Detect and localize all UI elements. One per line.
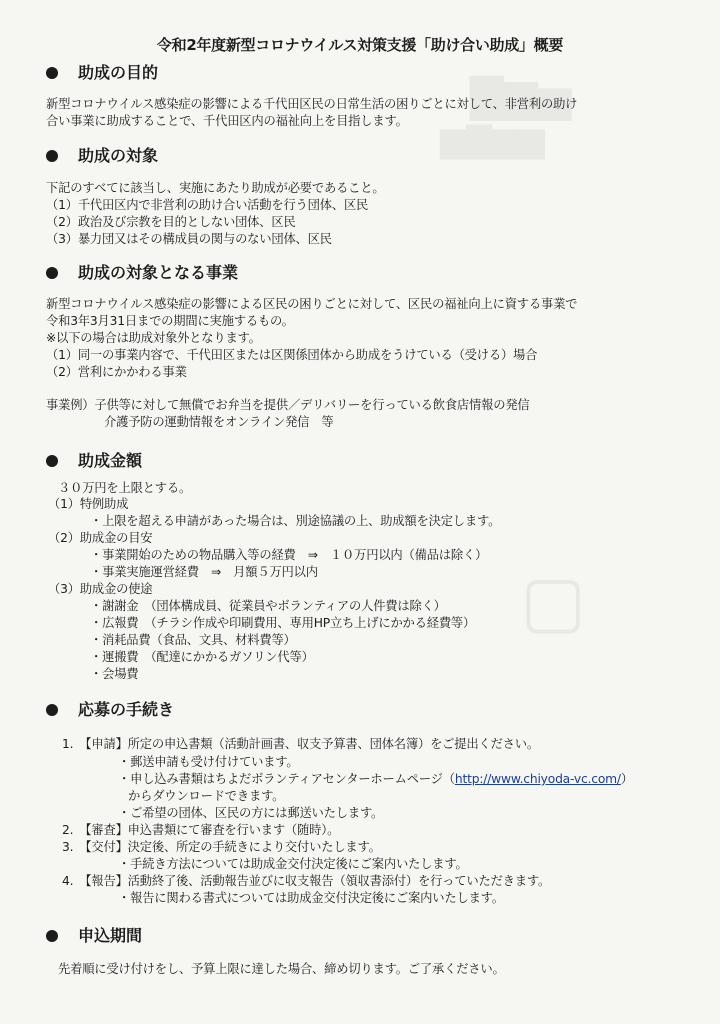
target-line: （2）政治及び宗教を目的としない団体、区民 — [46, 215, 296, 229]
projects-line: 新型コロナウイルス感染症の影響による区民の困りごとに対して、区民の福祉向上に資する事業で — [46, 297, 578, 311]
bullet-icon — [46, 704, 58, 716]
section-heading-text: 助成金額 — [78, 451, 143, 470]
amount-line: ・事業実施運営経費 ⇒ 月額５万円以内 — [90, 565, 318, 579]
projects-line: ※以下の場合は助成対象外となります。 — [46, 331, 261, 345]
section-heading-text: 助成の対象 — [78, 146, 159, 165]
section-heading-target — [46, 146, 158, 166]
projects-line: 令和3年3月31日までの期間に実施するもの。 — [46, 314, 294, 328]
section-heading-procedure — [46, 700, 174, 720]
procedure-line: 4. 【報告】活動終了後、活動報告並びに収支報告（領収書添付）を行っていただきます。 — [62, 874, 551, 888]
target-line: 下記のすべてに該当し、実施にあたり助成が必要であること。 — [46, 181, 385, 195]
period-line: 先着順に受け付けをし、予算上限に達した場合、締め切ります。ご了承ください。 — [58, 962, 505, 976]
bullet-icon — [46, 150, 58, 162]
procedure-text: ） — [620, 772, 633, 786]
projects-line: （1）同一の事業内容で、千代田区または区関係団体から助成をうけている（受ける）場合 — [46, 348, 538, 362]
show-through-mark: ▇▆▅ — [470, 70, 572, 121]
procedure-line: ・ご希望の団体、区民の方には郵送いたします。 — [118, 806, 384, 820]
amount-line: ・会場費 — [90, 667, 139, 681]
example-line: 事業例）子供等に対して無償でお弁当を提供／デリバリーを行っている飲食店情報の発信 — [46, 398, 530, 412]
target-line: （3）暴力団又はその構成員の関与のない団体、区民 — [46, 232, 332, 246]
amount-line: （1）特例助成 — [48, 497, 129, 511]
bullet-icon — [46, 67, 58, 79]
procedure-line: 3. 【交付】決定後、所定の手続きにより交付いたします。 — [62, 840, 381, 854]
section-heading-text: 応募の手続き — [78, 700, 175, 719]
section-heading-amount — [46, 451, 142, 471]
procedure-line: ・郵送申請も受け付けています。 — [118, 755, 299, 769]
procedure-text: ・申し込み書類はちよだボランティアセンターホームページ（ — [118, 772, 455, 786]
procedure-line: ・手続き方法については助成金交付決定後にご案内いたします。 — [118, 857, 468, 871]
amount-line: （3）助成金の使途 — [48, 582, 153, 596]
section-heading-period — [46, 926, 142, 946]
amount-line: ・事業開始のための物品購入等の経費 ⇒ １０万円以内（備品は除く） — [90, 548, 488, 562]
section-heading-text: 助成の目的 — [78, 63, 159, 82]
amount-line: ・上限を超える申請があった場合は、別途協議の上、助成額を決定します。 — [90, 514, 501, 528]
bullet-icon — [46, 930, 58, 942]
procedure-line: からダウンロードできます。 — [128, 789, 285, 803]
target-line: （1）千代田区内で非営利の助け合い活動を行う団体、区民 — [46, 198, 369, 212]
section-heading-text: 申込期間 — [78, 926, 143, 945]
section-heading-purpose — [46, 63, 158, 83]
procedure-line: 2. 【審査】申込書類にて審査を行います（随時）。 — [62, 823, 340, 837]
section-heading-projects — [46, 263, 238, 283]
volunteer-center-link[interactable]: http://www.chiyoda-vc.com/ — [454, 772, 621, 786]
section-heading-text: 助成の対象となる事業 — [78, 263, 239, 282]
example-line: 介護予防の運動情報をオンライン発信 等 — [104, 415, 334, 429]
amount-line: ・消耗品費（食品、文具、材料費等） — [90, 633, 296, 647]
page-title: 令和2年度新型コロナウイルス対策支援「助け合い助成」概要 — [156, 36, 564, 54]
projects-line: （2）営利にかかわる事業 — [46, 365, 187, 379]
show-through-mark: ▆▇▆▆ — [440, 120, 545, 160]
procedure-line: ・報告に関わる書式については助成金交付決定後にご案内いたします。 — [118, 891, 504, 905]
show-through-mark: ▢ — [520, 560, 587, 642]
bullet-icon — [46, 455, 58, 467]
purpose-line: 合い事業に助成することで、千代田区内の福祉向上を目指します。 — [46, 114, 408, 128]
amount-line: ３０万円を上限とする。 — [58, 481, 192, 495]
bullet-icon — [46, 267, 58, 279]
amount-line: ・運搬費 （配達にかかるガソリン代等） — [90, 650, 314, 664]
purpose-line: 新型コロナウイルス感染症の影響による千代田区民の日常生活の困りごとに対して、非営利の助け — [46, 97, 578, 111]
procedure-line: 1. 【申請】所定の申込書類（活動計画書、収支予算書、団体名簿）をご提出ください。 — [62, 737, 539, 751]
amount-line: （2）助成金の目安 — [48, 531, 153, 545]
procedure-line — [118, 771, 633, 787]
amount-line: ・広報費 （チラシ作成や印刷費用、専用HP立ち上げにかかる経費等） — [90, 616, 476, 630]
amount-line: ・謝謝金 （団体構成員、従業員やボランティアの人件費は除く） — [90, 599, 446, 613]
